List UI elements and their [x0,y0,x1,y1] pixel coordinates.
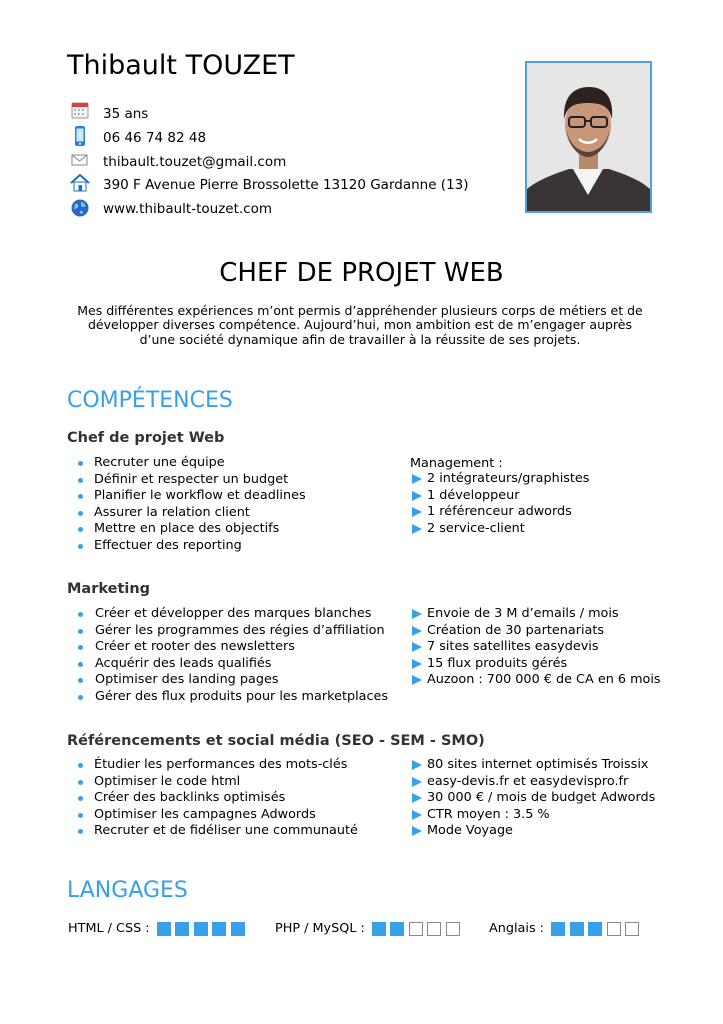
level-box-filled [588,922,602,936]
list-item: Créer des backlinks optimisés [70,790,358,807]
skills-list [70,757,358,840]
list-item: Auzoon : 700 000 € de CA en 6 mois [410,672,661,689]
level-box-filled [570,922,584,936]
contact-address: 390 F Avenue Pierre Brossolette 13120 Gardanne (13) [103,177,469,193]
globe-icon [70,198,90,216]
list-item: Gérer les programmes des régies d’affiliation [70,623,388,640]
management-label: Management : [410,456,503,471]
contact-email[interactable]: thibault.touzet@gmail.com [103,154,287,170]
list-item: Recruter une équipe [70,455,306,472]
list-item: Mettre en place des objectifs [70,521,306,538]
contact-age: 35 ans [103,106,149,122]
subsection-title: Chef de projet Web [67,430,225,446]
level-box-filled [231,922,245,936]
list-item: 2 intégrateurs/graphistes [410,471,589,488]
list-item: Assurer la relation client [70,505,306,522]
list-item: 7 sites satellites easydevis [410,639,661,656]
section-heading-competences: COMPÉTENCES [67,388,233,413]
skills-list [70,606,388,705]
list-item: 30 000 € / mois de budget Adwords [410,790,655,807]
language-html-css [68,920,249,937]
subsection-title: Marketing [67,581,151,597]
job-title: CHEF DE PROJET WEB [219,258,504,288]
phone-icon [70,126,90,144]
level-box-filled [551,922,565,936]
level-box-filled [175,922,189,936]
list-item: Optimiser des landing pages [70,672,388,689]
list-item: Effectuer des reporting [70,538,306,555]
list-item: Planifier le workflow et deadlines [70,488,306,505]
section-heading-langages: LANGAGES [67,878,188,903]
level-box-filled [390,922,404,936]
level-box-filled [157,922,171,936]
list-item: Création de 30 partenariats [410,623,661,640]
profile-photo [525,61,652,213]
subsection-title: Référencements et social média (SEO - SEM - SMO) [67,733,485,749]
achievements-list [410,606,661,689]
profile-summary: Mes différentes expériences m’ont permis d’appréhender plusieurs corps de métiers et de développer diverses compétence. Aujourd’hui, mon ambition est de m’engager auprès d’une société dynamique afin de travailler à la réussite de ses projets. [77,303,643,347]
list-item: Mode Voyage [410,823,655,840]
skills-list [70,455,306,554]
level-box-empty [409,922,423,936]
contact-phone: 06 46 74 82 48 [103,130,207,146]
list-item: Étudier les performances des mots-clés [70,757,358,774]
list-item: CTR moyen : 3.5 % [410,807,655,824]
list-item: Acquérir des leads qualifiés [70,656,388,673]
house-icon [70,174,90,192]
level-box-filled [194,922,208,936]
skill-level-boxes [157,920,250,937]
list-item: Définir et respecter un budget [70,472,306,489]
list-item: easy-devis.fr et easydevispro.fr [410,774,655,791]
level-box-filled [212,922,226,936]
calendar-icon [70,101,90,119]
contact-website[interactable]: www.thibault-touzet.com [103,201,273,217]
list-item: Créer et rooter des newsletters [70,639,388,656]
achievements-list [410,757,655,840]
skill-level-boxes [372,920,465,937]
list-item: 15 flux produits gérés [410,656,661,673]
candidate-name: Thibault TOUZET [67,50,295,81]
list-item: 1 référenceur adwords [410,504,589,521]
language-label: Anglais : [489,921,544,936]
language-label: PHP / MySQL : [275,921,365,936]
skill-level-boxes [551,920,644,937]
language-label: HTML / CSS : [68,921,150,936]
list-item: 2 service-client [410,521,589,538]
level-box-empty [607,922,621,936]
level-box-empty [427,922,441,936]
language-anglais [489,920,644,937]
achievements-list [410,471,589,537]
list-item: Optimiser le code html [70,774,358,791]
level-box-empty [625,922,639,936]
list-item: 80 sites internet optimisés Troissix [410,757,655,774]
level-box-empty [446,922,460,936]
list-item: Envoie de 3 M d’emails / mois [410,606,661,623]
envelope-icon [70,152,90,170]
list-item: 1 développeur [410,488,589,505]
list-item: Optimiser les campagnes Adwords [70,807,358,824]
list-item: Recruter et de fidéliser une communauté [70,823,358,840]
language-php-mysql [275,920,464,937]
level-box-filled [372,922,386,936]
list-item: Gérer des flux produits pour les marketplaces [70,689,388,706]
list-item: Créer et développer des marques blanches [70,606,388,623]
